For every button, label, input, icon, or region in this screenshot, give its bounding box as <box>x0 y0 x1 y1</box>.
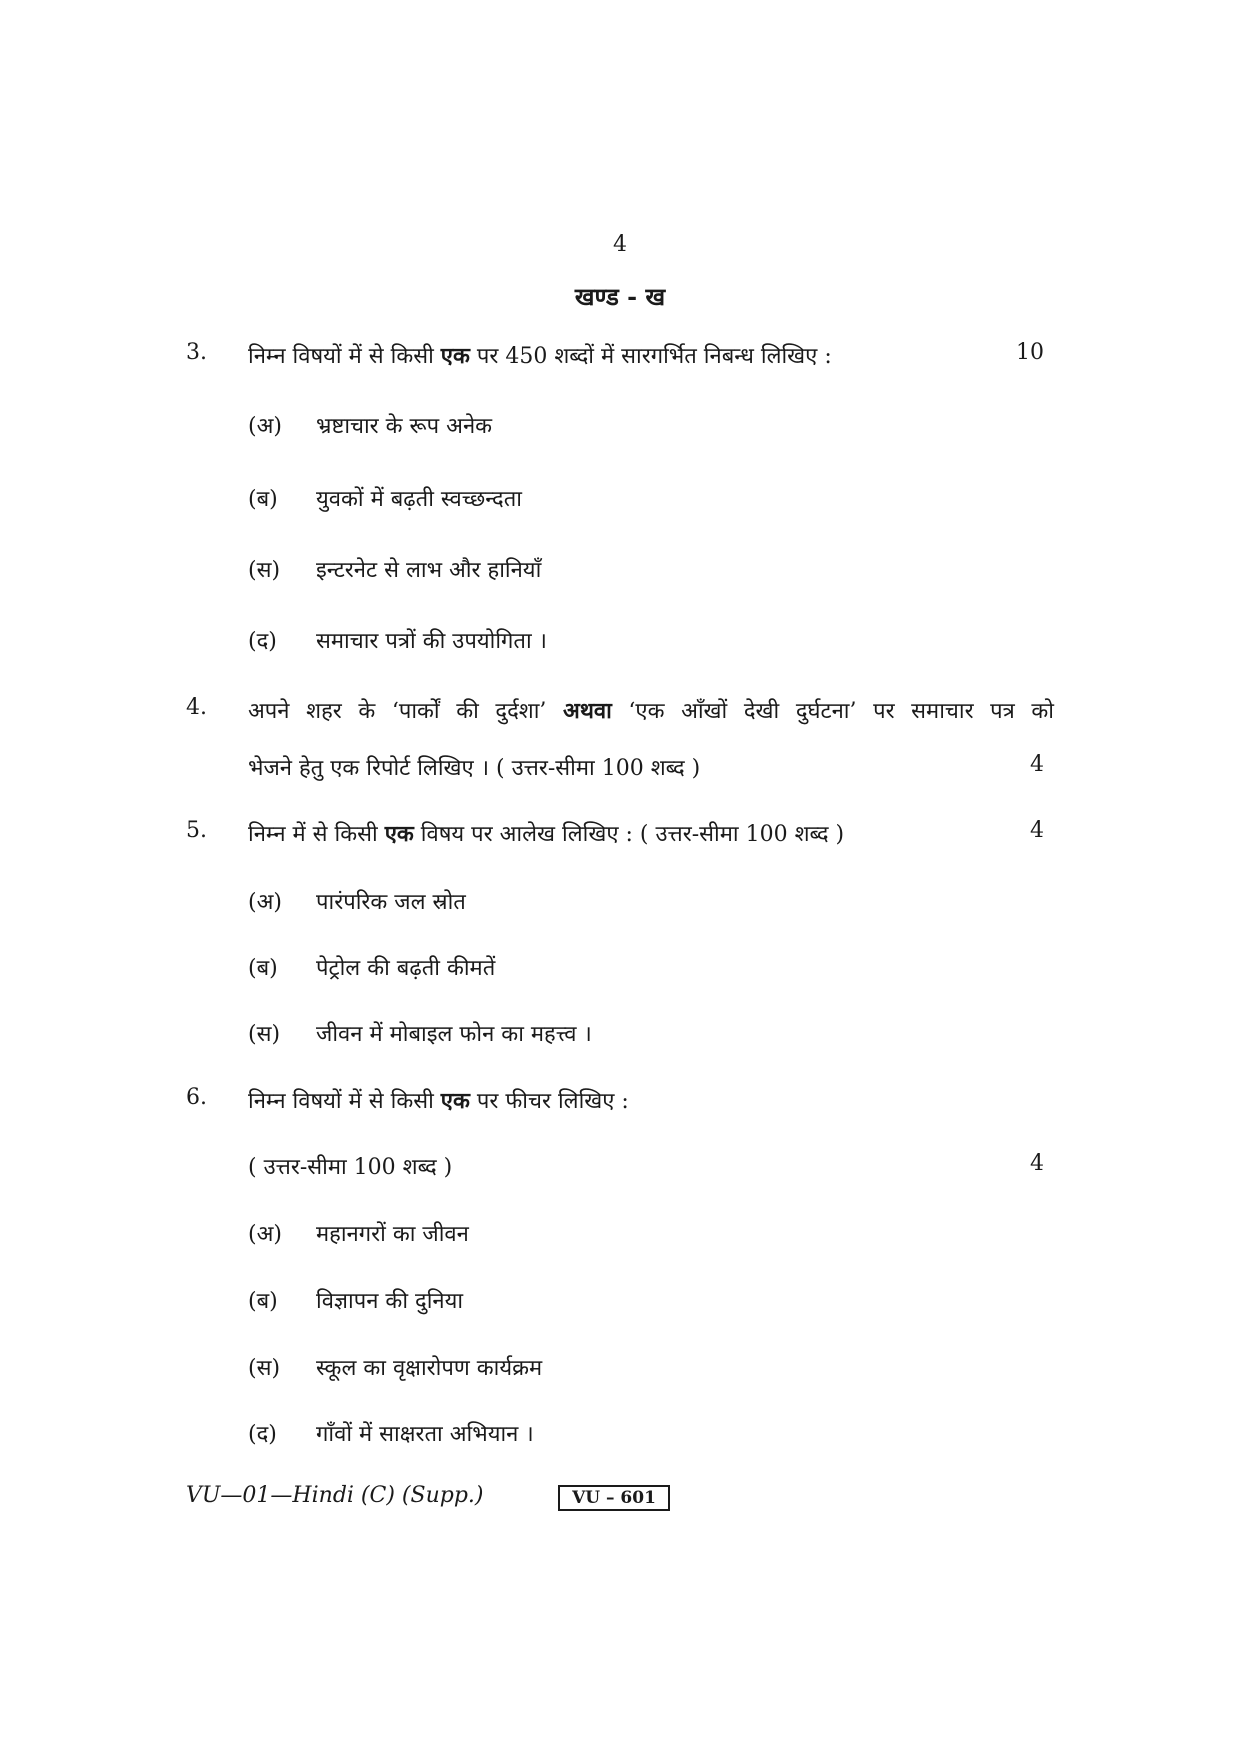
question-4-number: 4. <box>186 695 207 720</box>
question-5-option-b: (ब) पेट्रोल की बढ़ती कीमतें <box>248 956 496 981</box>
question-3-option-c: (स) इन्टरनेट से लाभ और हानियाँ <box>248 558 542 583</box>
question-5-text: निम्न में से किसी एक विषय पर आलेख लिखिए : ( उत्तर-सीमा 100 शब्द ) <box>248 821 845 847</box>
question-5-option-c: (स) जीवन में मोबाइल फोन का महत्त्व । <box>248 1022 592 1047</box>
question-4-line-1: अपने शहर के ‘पार्कों की दुर्दशा’ अथवा ‘एक आँखों देखी दुर्घटना’ पर समाचार पत्र को <box>248 698 1054 724</box>
question-6-text: निम्न विषयों में से किसी एक पर फीचर लिखिए : <box>248 1088 629 1114</box>
question-5-option-a: (अ) पारंपरिक जल स्रोत <box>248 890 466 915</box>
question-6-option-d: (द) गाँवों में साक्षरता अभियान । <box>248 1422 534 1447</box>
paper-code: VU—01—Hindi (C) (Supp.) <box>186 1483 484 1508</box>
paper-code-box: VU – 601 <box>558 1485 670 1511</box>
question-4-marks: 4 <box>1030 752 1044 777</box>
question-3-marks: 10 <box>1016 340 1044 365</box>
question-3-text: निम्न विषयों में से किसी एक पर 450 शब्दों में सारगर्भित निबन्ध लिखिए : <box>248 343 832 369</box>
question-5-number: 5. <box>186 818 207 843</box>
question-6-limit: ( उत्तर-सीमा 100 शब्द ) <box>248 1155 453 1180</box>
page-number: 4 <box>613 232 627 257</box>
question-6-marks: 4 <box>1030 1151 1044 1176</box>
section-title: खण्ड - ख <box>574 282 666 311</box>
question-6-option-a: (अ) महानगरों का जीवन <box>248 1222 469 1247</box>
question-3-option-a: (अ) भ्रष्टाचार के रूप अनेक <box>248 414 493 439</box>
question-3-number: 3. <box>186 340 207 365</box>
question-6-option-c: (स) स्कूल का वृक्षारोपण कार्यक्रम <box>248 1356 543 1381</box>
question-4-line-2: भेजने हेतु एक रिपोर्ट लिखिए । ( उत्तर-सीमा 100 शब्द ) <box>248 756 701 781</box>
question-6-number: 6. <box>186 1085 207 1110</box>
question-5-marks: 4 <box>1030 818 1044 843</box>
question-6-option-b: (ब) विज्ञापन की दुनिया <box>248 1289 464 1314</box>
question-3-option-b: (ब) युवकों में बढ़ती स्वच्छन्दता <box>248 487 522 512</box>
question-3-option-d: (द) समाचार पत्रों की उपयोगिता । <box>248 629 547 654</box>
